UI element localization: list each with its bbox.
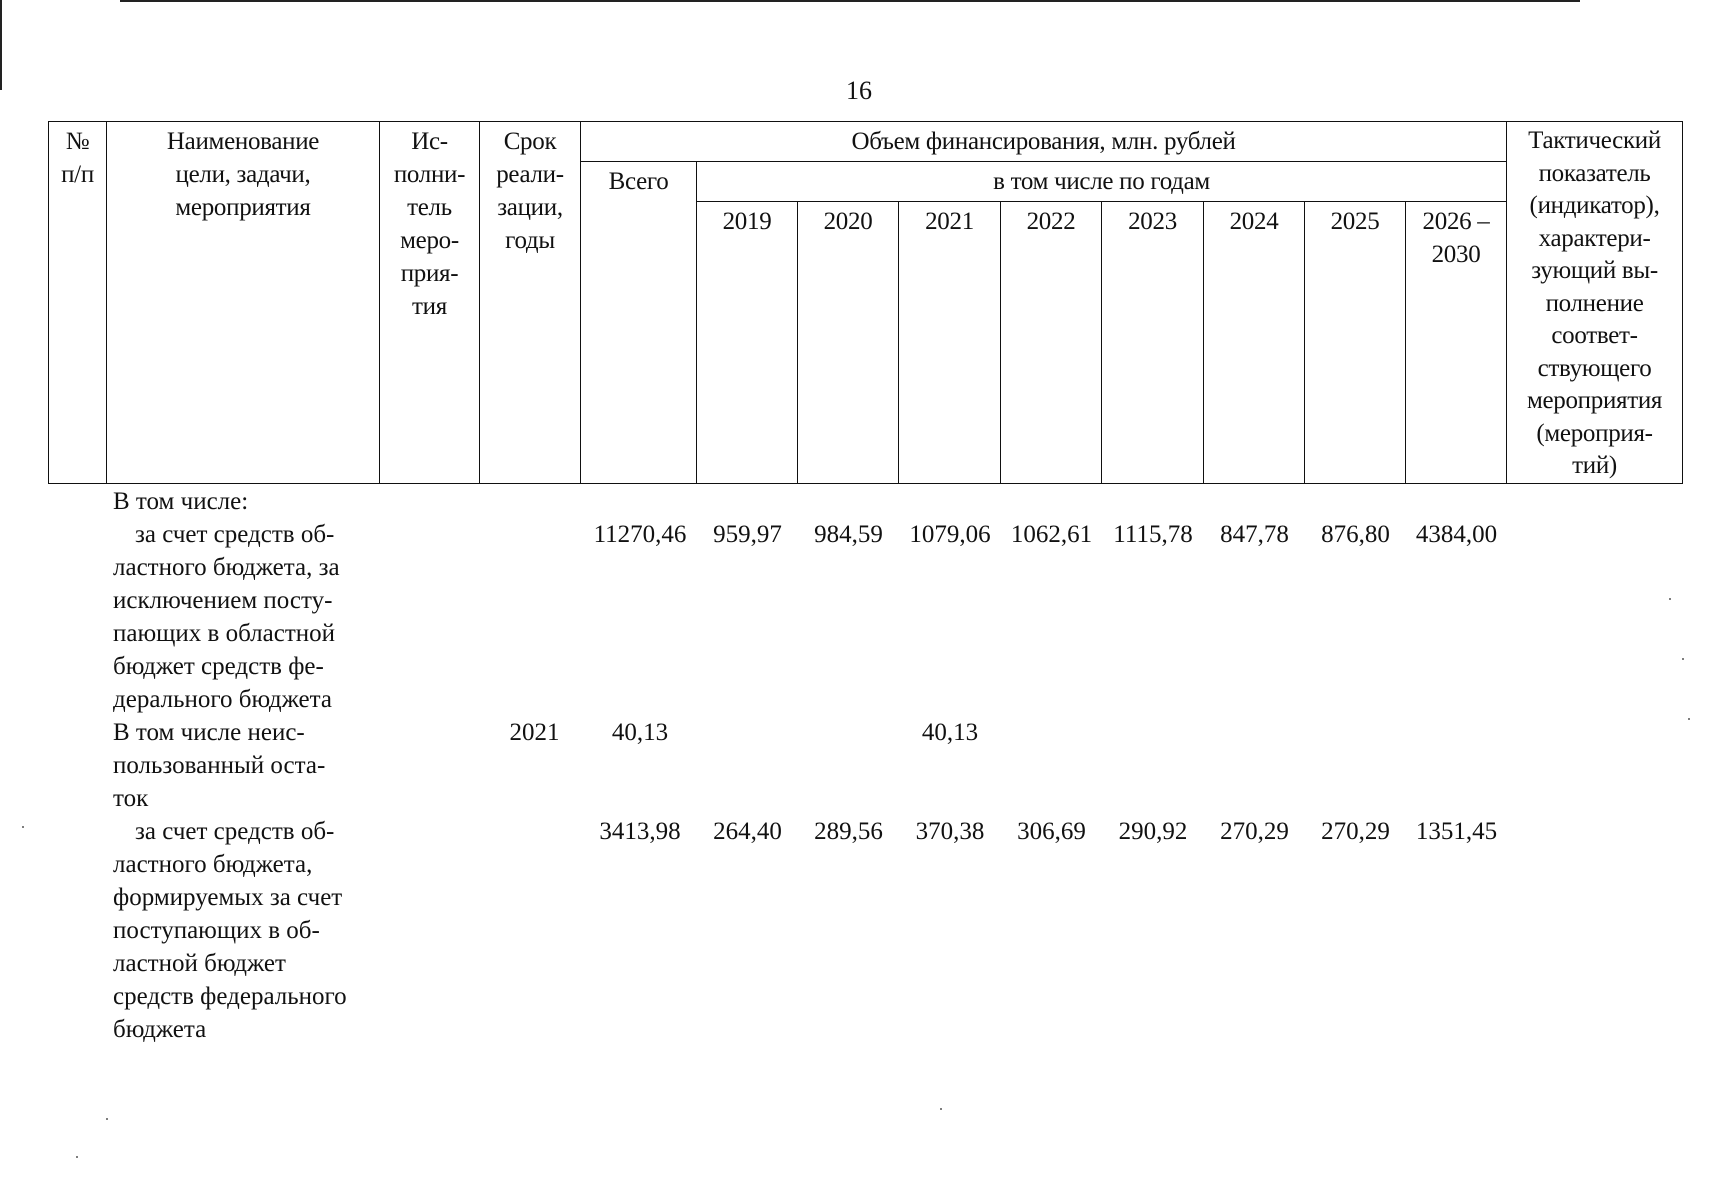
header-year: 2024 (1204, 202, 1305, 484)
scan-speck (1669, 598, 1671, 600)
header-executor: Ис- полни- тель меро- прия- тия (380, 122, 480, 484)
row-value: 1115,78 (1113, 521, 1193, 548)
header-year: 2026 – 2030 (1406, 202, 1507, 484)
row-value: 289,56 (814, 818, 883, 845)
row-value: 1079,06 (909, 521, 991, 548)
scan-speck (76, 1156, 78, 1158)
header-year: 2021 (899, 202, 1001, 484)
row-description: В том числе неис- пользованный оста- ток (113, 719, 326, 812)
row-value: 370,38 (915, 818, 985, 845)
header-year: 2023 (1102, 202, 1204, 484)
scan-speck (22, 826, 24, 828)
row-total: 40,13 (611, 719, 669, 746)
row-value: 876,80 (1321, 521, 1390, 548)
row-value: 270,29 (1220, 818, 1289, 845)
header-year: 2019 (697, 202, 798, 484)
header-year: 2022 (1001, 202, 1102, 484)
scan-speck (1682, 658, 1684, 660)
scan-speck (1688, 718, 1690, 720)
scan-speck (940, 1108, 942, 1110)
row-value: 1351,45 (1415, 818, 1498, 845)
row-value: 306,69 (1017, 818, 1086, 845)
row-total: 11270,46 (593, 521, 687, 548)
row-term: 2021 (509, 719, 560, 746)
header-funding: Объем финансирования, млн. рублей (581, 122, 1507, 162)
row-description: за счет средств об- ластного бюджета, за исключением посту- пающих в областной бюджет средств фе- дерального бюджета (113, 521, 340, 713)
row-total: 3413,98 (599, 818, 681, 845)
header-year: 2025 (1305, 202, 1406, 484)
row-value: 984,59 (814, 521, 883, 548)
row-value: 270,29 (1321, 818, 1390, 845)
row-value: 1062,61 (1010, 521, 1093, 548)
row-value: 4384,00 (1415, 521, 1498, 548)
row-value: 40,13 (921, 719, 979, 746)
header-indicator: Тактический показатель (индикатор), характери- зующий вы- полнение соответ- ствующего мероприятия (мероприя- тий) (1507, 122, 1683, 484)
header-by-years: в том числе по годам (697, 162, 1507, 202)
page-number: 16 (846, 76, 872, 105)
row-value: 959,97 (713, 521, 782, 548)
row-value: 847,78 (1220, 521, 1289, 548)
row-label-including: В том числе: (113, 488, 249, 515)
row-value: 290,92 (1118, 818, 1188, 845)
row-value: 264,40 (713, 818, 782, 845)
header-number: № п/п (49, 122, 107, 484)
header-name: Наименование цели, задачи, мероприятия (107, 122, 380, 484)
header-total: Всего (581, 162, 697, 484)
scan-speck (106, 1118, 108, 1120)
row-description: за счет средств об- ластного бюджета, формируемых за счет поступающих в об- ластной бюджет средств федерального бюджета (113, 818, 347, 1043)
top-border-line (120, 0, 1580, 2)
header-term: Срок реали- зации, годы (480, 122, 581, 484)
header-year: 2020 (798, 202, 899, 484)
funding-table-header (48, 121, 1683, 484)
